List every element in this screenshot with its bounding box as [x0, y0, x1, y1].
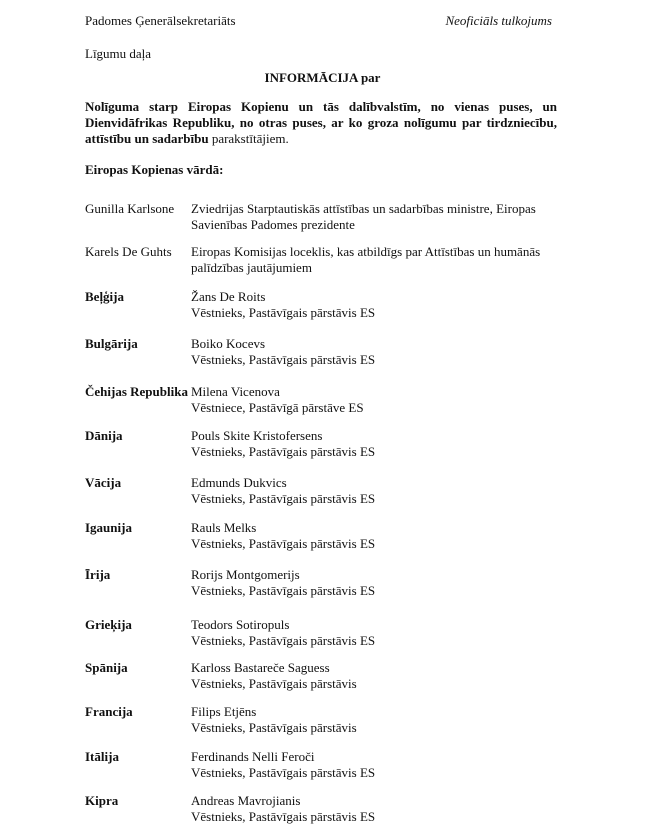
signatory-details — [191, 201, 551, 233]
signatory-name: Pouls Skite Kristofersens — [191, 428, 323, 443]
signatory-details — [191, 428, 551, 460]
section-label: Līgumu daļa — [85, 46, 152, 61]
signatory-details — [191, 749, 551, 781]
signatory-country: Itālija — [85, 749, 119, 764]
signatory-details — [191, 289, 551, 321]
signatory-details — [191, 336, 551, 368]
intro-bold-text: Nolīguma starp Eiropas Kopienu un tās dalībvalstīm, no vienas puses, un Dienvidāfrikas Republiku, no otras puses, ar ko groza nolīgumu par tirdzniecību, attīstību un sadarbību — [85, 99, 557, 146]
header-translation-note: Neoficiāls tulkojums — [445, 13, 552, 28]
signatory-country: Dānija — [85, 428, 123, 443]
signatory-country: Vācija — [85, 475, 122, 490]
signatory-details — [191, 244, 551, 276]
signatory-name: Zviedrijas Starptautiskās attīstības un sadarbības ministre, Eiropas — [191, 201, 536, 216]
signatory-name: Milena Vicenova — [191, 384, 280, 399]
signatory-name: Edmunds Dukvics — [191, 475, 287, 490]
signatory-name: Rauls Melks — [191, 520, 257, 535]
signatory-country: Beļģija — [85, 289, 124, 304]
signatory-name: Filips Etjēns — [191, 704, 257, 719]
on-behalf-heading: Eiropas Kopienas vārdā: — [85, 162, 224, 177]
signatory-title: Vēstnieks, Pastāvīgais pārstāvis ES — [191, 352, 376, 367]
signatory-title: Savienības Padomes prezidente — [191, 217, 355, 232]
header-organization: Padomes Ģenerālsekretariāts — [85, 13, 236, 28]
signatory-title: palīdzības jautājumiem — [191, 260, 312, 275]
signatory-country: Čehijas Republika — [85, 384, 188, 399]
signatory-country: Francija — [85, 704, 133, 719]
signatory-details — [191, 704, 551, 736]
signatory-details — [191, 567, 551, 599]
signatory-details — [191, 520, 551, 552]
signatory-name: Žans De Roits — [191, 289, 266, 304]
signatory-name: Rorijs Montgomerijs — [191, 567, 300, 582]
signatory-title: Vēstnieks, Pastāvīgais pārstāvis ES — [191, 809, 376, 824]
signatory-title: Vēstnieks, Pastāvīgais pārstāvis ES — [191, 536, 376, 551]
signatory-country: Igaunija — [85, 520, 132, 535]
signatory-title: Vēstnieks, Pastāvīgais pārstāvis ES — [191, 633, 376, 648]
signatory-country: Bulgārija — [85, 336, 138, 351]
signatory-details — [191, 793, 551, 825]
signatory-name: Boiko Kocevs — [191, 336, 266, 351]
signatory-name: Andreas Mavrojianis — [191, 793, 301, 808]
signatory-country: Kipra — [85, 793, 119, 808]
signatory-country: Karels De Guhts — [85, 244, 172, 259]
signatory-details — [191, 617, 551, 649]
signatory-name: Eiropas Komisijas loceklis, kas atbildīgs par Attīstības un humānās — [191, 244, 541, 259]
signatory-country: Gunilla Karlsone — [85, 201, 175, 216]
signatory-title: Vēstniece, Pastāvīgā pārstāve ES — [191, 400, 364, 415]
intro-paragraph — [85, 99, 557, 147]
page-title: INFORMĀCIJA par — [264, 70, 381, 85]
signatory-title: Vēstnieks, Pastāvīgais pārstāvis — [191, 720, 357, 735]
intro-normal-text: parakstītājiem. — [208, 131, 289, 146]
signatory-country: Īrija — [85, 567, 111, 582]
signatory-title: Vēstnieks, Pastāvīgais pārstāvis ES — [191, 305, 376, 320]
signatory-country: Spānija — [85, 660, 128, 675]
signatory-name: Ferdinands Nelli Feroči — [191, 749, 315, 764]
signatory-title: Vēstnieks, Pastāvīgais pārstāvis ES — [191, 583, 376, 598]
signatory-title: Vēstnieks, Pastāvīgais pārstāvis ES — [191, 765, 376, 780]
signatory-details — [191, 475, 551, 507]
signatory-name: Karloss Bastareče Saguess — [191, 660, 330, 675]
signatory-details — [191, 660, 551, 692]
signatory-country: Grieķija — [85, 617, 132, 632]
signatory-title: Vēstnieks, Pastāvīgais pārstāvis — [191, 676, 357, 691]
signatory-name: Teodors Sotiropuls — [191, 617, 290, 632]
signatory-title: Vēstnieks, Pastāvīgais pārstāvis ES — [191, 491, 376, 506]
signatory-details — [191, 384, 551, 416]
signatory-title: Vēstnieks, Pastāvīgais pārstāvis ES — [191, 444, 376, 459]
